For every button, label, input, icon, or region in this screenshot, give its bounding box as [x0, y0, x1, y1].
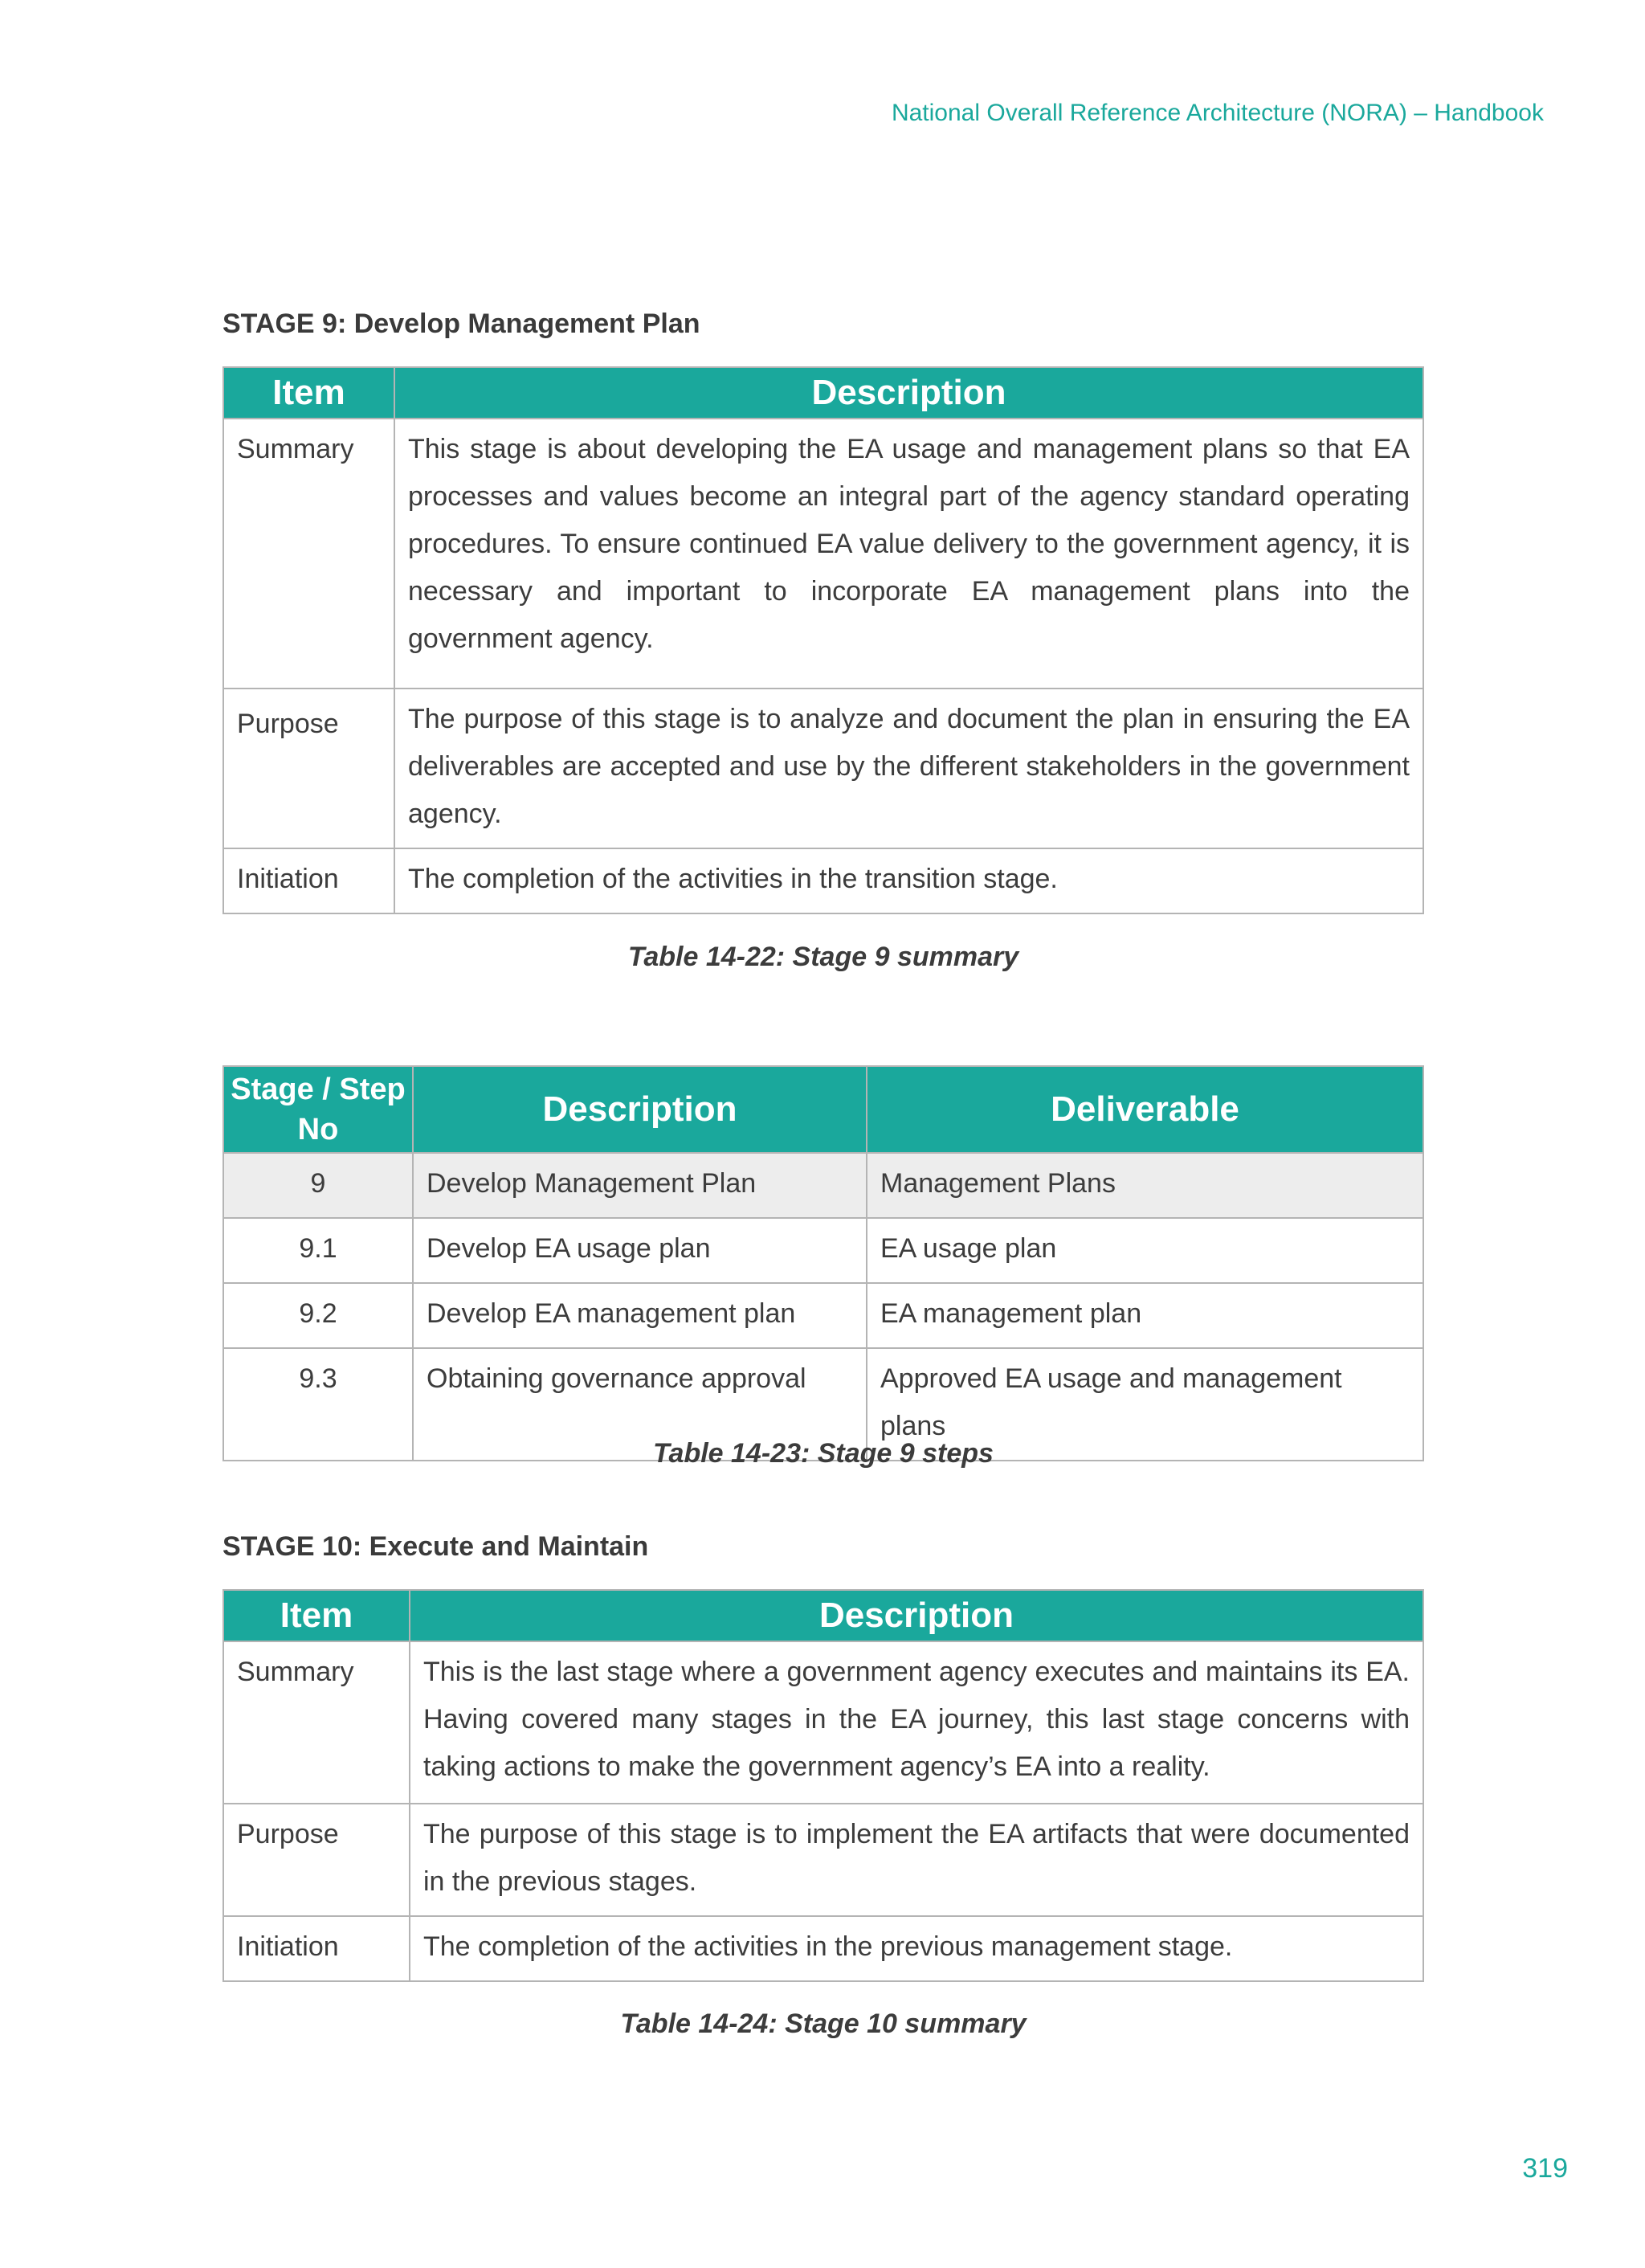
row-item-initiation: Initiation	[223, 1916, 410, 1981]
step-description: Obtaining governance approval	[413, 1348, 867, 1461]
step-deliverable: EA usage plan	[867, 1218, 1423, 1283]
table-row	[223, 1218, 1423, 1283]
row-description-purpose: The purpose of this stage is to implement the EA artifacts that were documented in the previous stages.	[410, 1804, 1423, 1916]
column-header-description: Description	[394, 367, 1423, 419]
step-description: Develop EA usage plan	[413, 1218, 867, 1283]
stage-9-summary-table	[222, 366, 1424, 914]
step-description: Develop EA management plan	[413, 1283, 867, 1348]
table-header-row	[223, 1590, 1423, 1641]
step-number: 9.1	[223, 1218, 413, 1283]
column-header-deliverable: Deliverable	[867, 1066, 1423, 1153]
table-row	[223, 689, 1423, 848]
row-item-purpose: Purpose	[223, 689, 394, 848]
row-description-summary: This stage is about developing the EA usage and management plans so that EA processes and values become an integral part of the agency standard operating procedures. To ensure continued EA value delivery to the government agency, it is necessary and important to incorporate EA management plans into the government agency.	[394, 419, 1423, 689]
step-number: 9.3	[223, 1348, 413, 1461]
table-caption: Table 14-22: Stage 9 summary	[627, 942, 1019, 972]
stage-10-summary-table	[222, 1589, 1424, 1982]
row-description-summary: This is the last stage where a government agency executes and maintains its EA. Having covered many stages in the EA journey, this last stage concerns with taking actions to make the government agency’s EA into a reality.	[410, 1641, 1423, 1804]
table-row	[223, 1916, 1423, 1981]
column-header-item: Item	[223, 1590, 410, 1641]
row-item-summary: Summary	[223, 419, 394, 689]
row-item-summary: Summary	[223, 1641, 410, 1804]
row-item-initiation: Initiation	[223, 848, 394, 913]
column-header-description: Description	[410, 1590, 1423, 1641]
step-number: 9.2	[223, 1283, 413, 1348]
step-number: 9	[223, 1153, 413, 1218]
table-caption: Table 14-24: Stage 10 summary	[620, 2009, 1027, 2039]
step-deliverable: EA management plan	[867, 1283, 1423, 1348]
stage-10-heading: STAGE 10: Execute and Maintain	[222, 1531, 649, 1562]
step-description: Develop Management Plan	[413, 1153, 867, 1218]
row-item-purpose: Purpose	[223, 1804, 410, 1916]
table-row	[223, 1804, 1423, 1916]
stage-9-heading: STAGE 9: Develop Management Plan	[222, 309, 700, 339]
column-header-description: Description	[413, 1066, 867, 1153]
column-header-item: Item	[223, 367, 394, 419]
table-row	[223, 419, 1423, 689]
table-row	[223, 848, 1423, 913]
table-header-row	[223, 1066, 1423, 1153]
table-row	[223, 1641, 1423, 1804]
row-description-initiation: The completion of the activities in the transition stage.	[394, 848, 1423, 913]
row-description-initiation: The completion of the activities in the previous management stage.	[410, 1916, 1423, 1981]
page-number: 319	[1522, 2153, 1568, 2184]
stage-9-steps-table	[222, 1065, 1424, 1461]
row-description-purpose: The purpose of this stage is to analyze and document the plan in ensuring the EA deliverables are accepted and use by the different stakeholders in the government agency.	[394, 689, 1423, 848]
table-row	[223, 1283, 1423, 1348]
column-header-step: Stage / Step No	[223, 1066, 413, 1153]
table-row	[223, 1153, 1423, 1218]
table-caption: Table 14-23: Stage 9 steps	[653, 1438, 994, 1469]
running-header: National Overall Reference Architecture (NORA) – Handbook	[891, 100, 1544, 126]
step-deliverable: Approved EA usage and management plans	[867, 1348, 1423, 1461]
step-deliverable: Management Plans	[867, 1153, 1423, 1218]
table-header-row	[223, 367, 1423, 419]
